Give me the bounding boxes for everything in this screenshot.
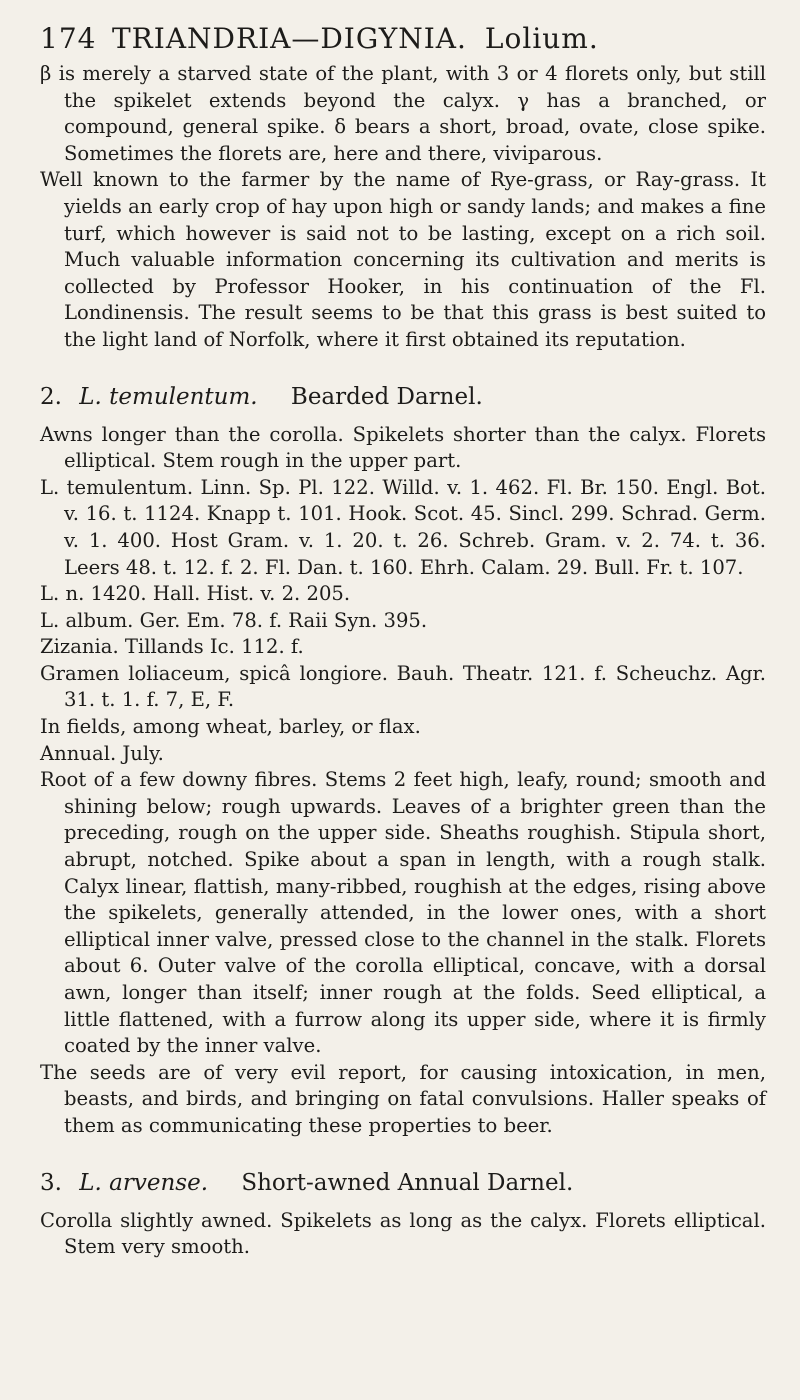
- section-title: TRIANDRIA—DIGYNIA.: [112, 22, 467, 55]
- species-common-name: Short-awned Annual Darnel.: [241, 1169, 574, 1196]
- synonym-line: Gramen loliaceum, spicâ longiore. Bauh. Theatr. 121. f. Scheuchz. Agr. 31. t. 1. f. 7, E, F.: [40, 661, 766, 712]
- ryegrass-paragraph: Well known to the farmer by the name of Rye-grass, or Ray-grass. It yields an early crop of hay upon high or sandy lands; and makes a fine turf, which however is said not to be lasting, except on a rich soil. Much valuable information concerning its cultivation and merits is collected by Professor Hooker, in his continuation of the Fl. Londinensis. The result seems to be that this grass is best suited to the light land of Norfolk, where it first obtained its reputation.: [40, 168, 766, 351]
- species-heading-temulentum: [40, 384, 766, 410]
- species-number: 3.: [40, 1169, 62, 1196]
- page-number: 174: [40, 22, 97, 55]
- duration-line: Annual. July.: [40, 741, 164, 765]
- habitat-line: In fields, among wheat, barley, or flax.: [40, 715, 421, 739]
- genus-name: Lolium.: [484, 22, 599, 55]
- species-diagnosis: Corolla slightly awned. Spikelets as long as the calyx. Florets elliptical. Stem very smooth.: [40, 1208, 766, 1259]
- description-paragraph: Root of a few downy fibres. Stems 2 feet high, leafy, round; smooth and shining below; rough upwards. Leaves of a brighter green than the preceding, rough on the upper side. Sheaths roughish. Stipula short, abrupt, notched. Spike about a span in length, with a rough stalk. Calyx linear, flattish, many-ribbed, roughish at the edges, rising above the spikelets, generally attended, in the lower ones, with a short elliptical inner valve, pressed close to the channel in the stalk. Florets about 6. Outer valve of the corolla elliptical, concave, with a dorsal awn, longer than itself; inner rough at the folds. Seed elliptical, a little flattened, with a furrow along its upper side, where it is firmly coated by the inner valve.: [40, 768, 766, 1058]
- species-diagnosis: Awns longer than the corolla. Spikelets shorter than the calyx. Florets elliptical. Stem rough in the upper part.: [40, 422, 766, 473]
- species-common-name: Bearded Darnel.: [290, 383, 483, 410]
- species-binomial: L. temulentum.: [79, 383, 258, 410]
- variety-paragraph: β is merely a starved state of the plant, with 3 or 4 florets only, but still the spikelet extends beyond the calyx. γ has a branched, or compound, general spike. δ bears a short, broad, ovate, close spike. Sometimes the florets are, here and there, viviparous.: [40, 62, 766, 165]
- species-heading-arvense: [40, 1170, 766, 1196]
- species-number: 2.: [40, 383, 62, 410]
- synonym-line: Zizania. Tillands Ic. 112. f.: [40, 635, 304, 659]
- synonym-line: L. n. 1420. Hall. Hist. v. 2. 205.: [40, 582, 351, 606]
- synonym-line: L. temulentum. Linn. Sp. Pl. 122. Willd. v. 1. 462. Fl. Br. 150. Engl. Bot. v. 16. t. 1124. Knapp t. 101. Hook. Scot. 45. Sincl. 299. Schrad. Germ. v. 1. 400. Host Gram. v. 1. 20. t. 26. Schreb. Gram. v. 2. 74. t. 36. Leers 48. t. 12. f. 2. Fl. Dan. t. 160. Ehrh. Calam. 29. Bull. Fr. t. 107.: [40, 475, 766, 579]
- note-paragraph: The seeds are of very evil report, for causing intoxication, in men, beasts, and birds, and bringing on fatal convulsions. Haller speaks of them as communicating these properties to beer.: [40, 1060, 766, 1137]
- synonym-line: L. album. Ger. Em. 78. f. Raii Syn. 395.: [40, 608, 428, 632]
- species-binomial: L. arvense.: [79, 1169, 209, 1196]
- running-header: [40, 22, 766, 55]
